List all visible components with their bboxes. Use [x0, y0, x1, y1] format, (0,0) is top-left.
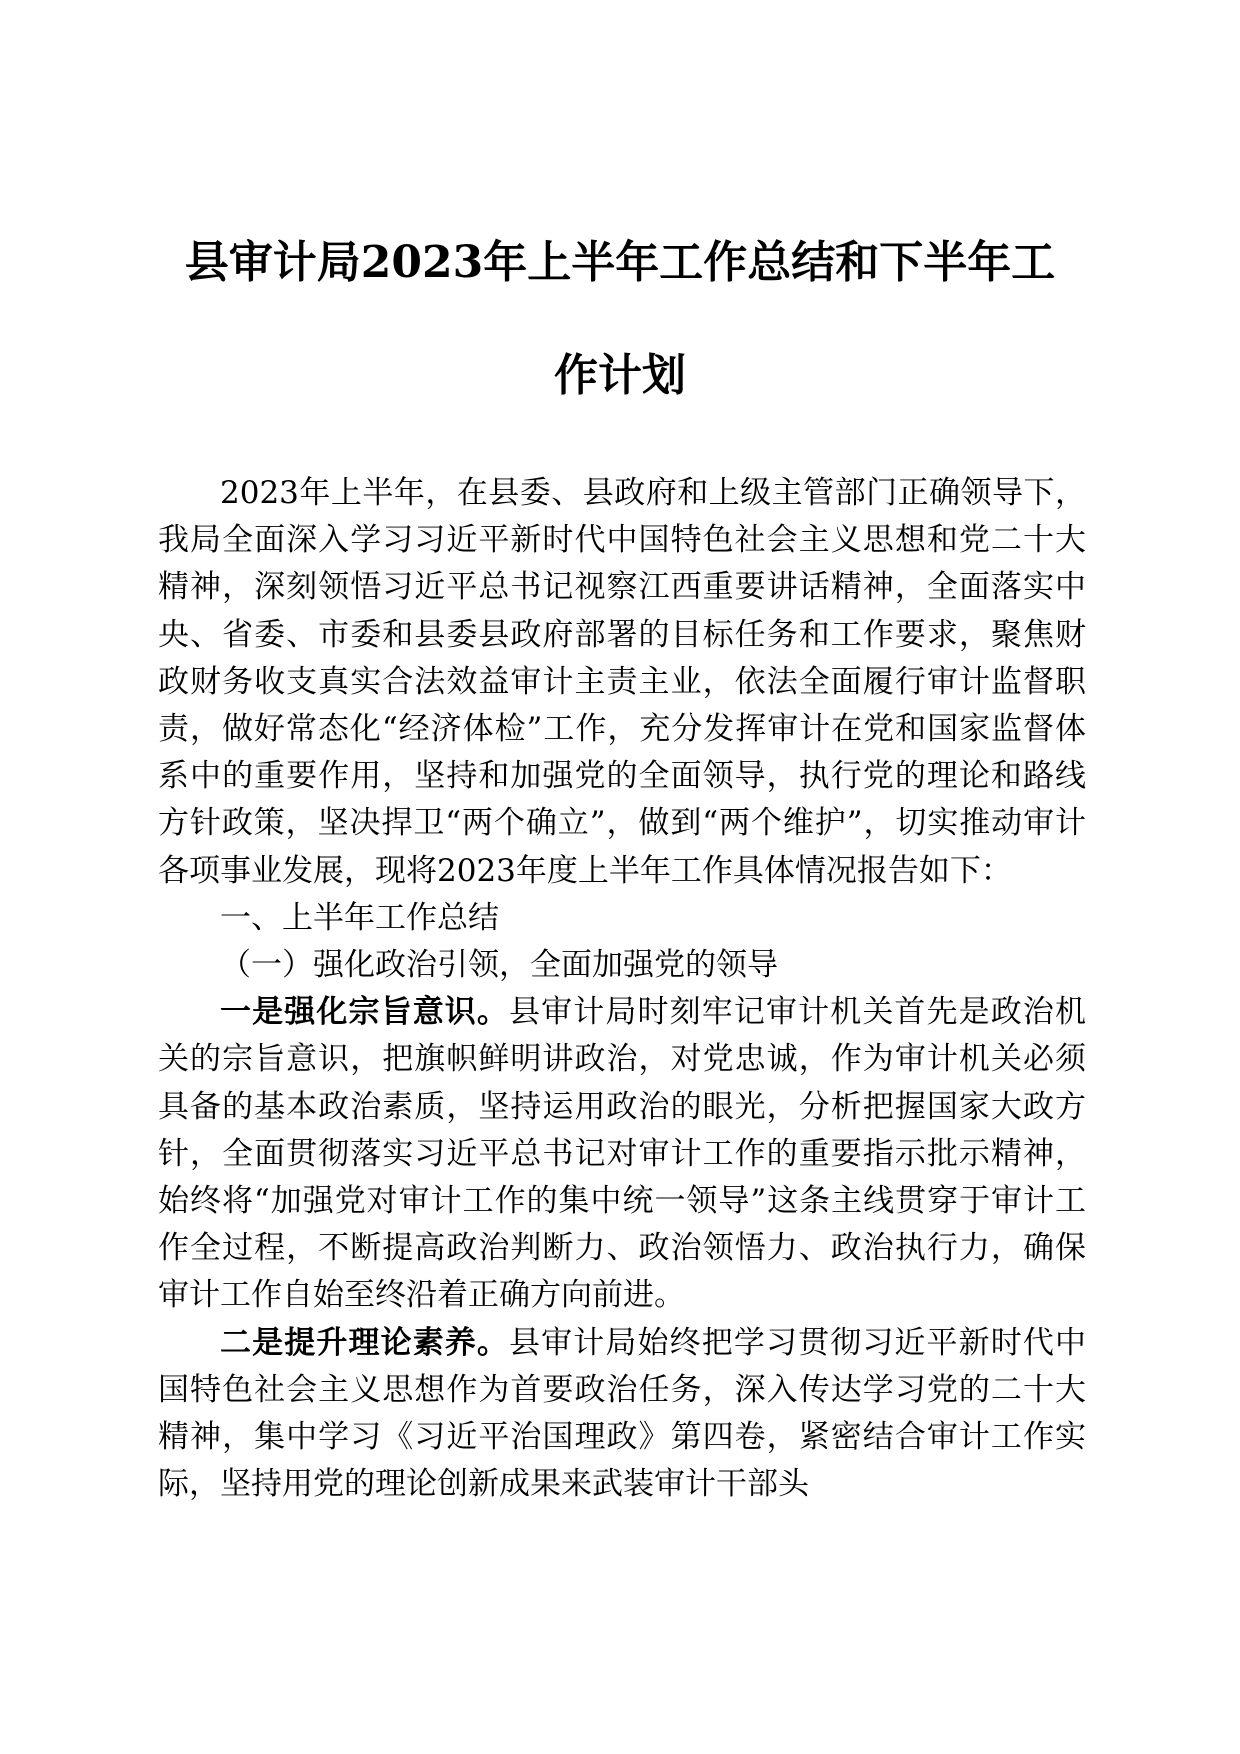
- section-heading: 一、上半年工作总结: [220, 899, 499, 936]
- paragraph-1-lead: 一是强化宗旨意识。: [220, 994, 510, 1031]
- document-title-line-2: 作计划: [554, 350, 686, 401]
- subsection-heading: （一）强化政治引领，全面加强党的领导: [220, 947, 778, 984]
- paragraph-1-text: 县审计局时刻牢记审计机关首先是政治机关的宗旨意识，把旗帜鲜明讲政治，对党忠诚，作为审计机关必须具备的基本政治素质，坚持运用政治的眼光，分析把握国家大政方针，全面贯彻落实习近平总书记对审计工作的重要指示批示精神，始终将“加强党对审计工作的集中统一领导”这条主线贯穿于审计工作全过程，不断提高政治判断力、政治领悟力、政治执行力，确保审计工作自始至终沿着正确方向前进。: [158, 994, 1087, 1314]
- document-body: [158, 470, 1086, 1508]
- paragraph-1: [158, 989, 1086, 1319]
- intro-paragraph: 2023年上半年，在县委、县政府和上级主管部门正确领导下，我局全面深入学习习近平新时代中国特色社会主义思想和党二十大精神，深刻领悟习近平总书记视察江西重要讲话精神，全面落实中央、省委、市委和县委县政府部署的目标任务和工作要求，聚焦财政财务收支真实合法效益审计主责主业，依法全面履行审计监督职责，做好常态化“经济体检”工作，充分发挥审计在党和国家监督体系中的重要作用，坚持和加强党的全面领导，执行党的理论和路线方针政策，坚决捍卫“两个确立”，做到“两个维护”，切实推动审计各项事业发展，现将2023年度上半年工作具体情况报告如下：: [158, 475, 1086, 889]
- paragraph-2-lead: 二是提升理论素养。: [220, 1324, 510, 1361]
- paragraph-2-text: 县审计局始终把学习贯彻习近平新时代中国特色社会主义思想作为首要政治任务，深入传达学习党的二十大精神，集中学习《习近平治国理政》第四卷，紧密结合审计工作实际，坚持用党的理论创新成果来武装审计干部头: [158, 1324, 1087, 1503]
- paragraph-2: [158, 1320, 1086, 1509]
- document-title-line-1: 县审计局2023年上半年工作总结和下半年工: [184, 237, 1056, 288]
